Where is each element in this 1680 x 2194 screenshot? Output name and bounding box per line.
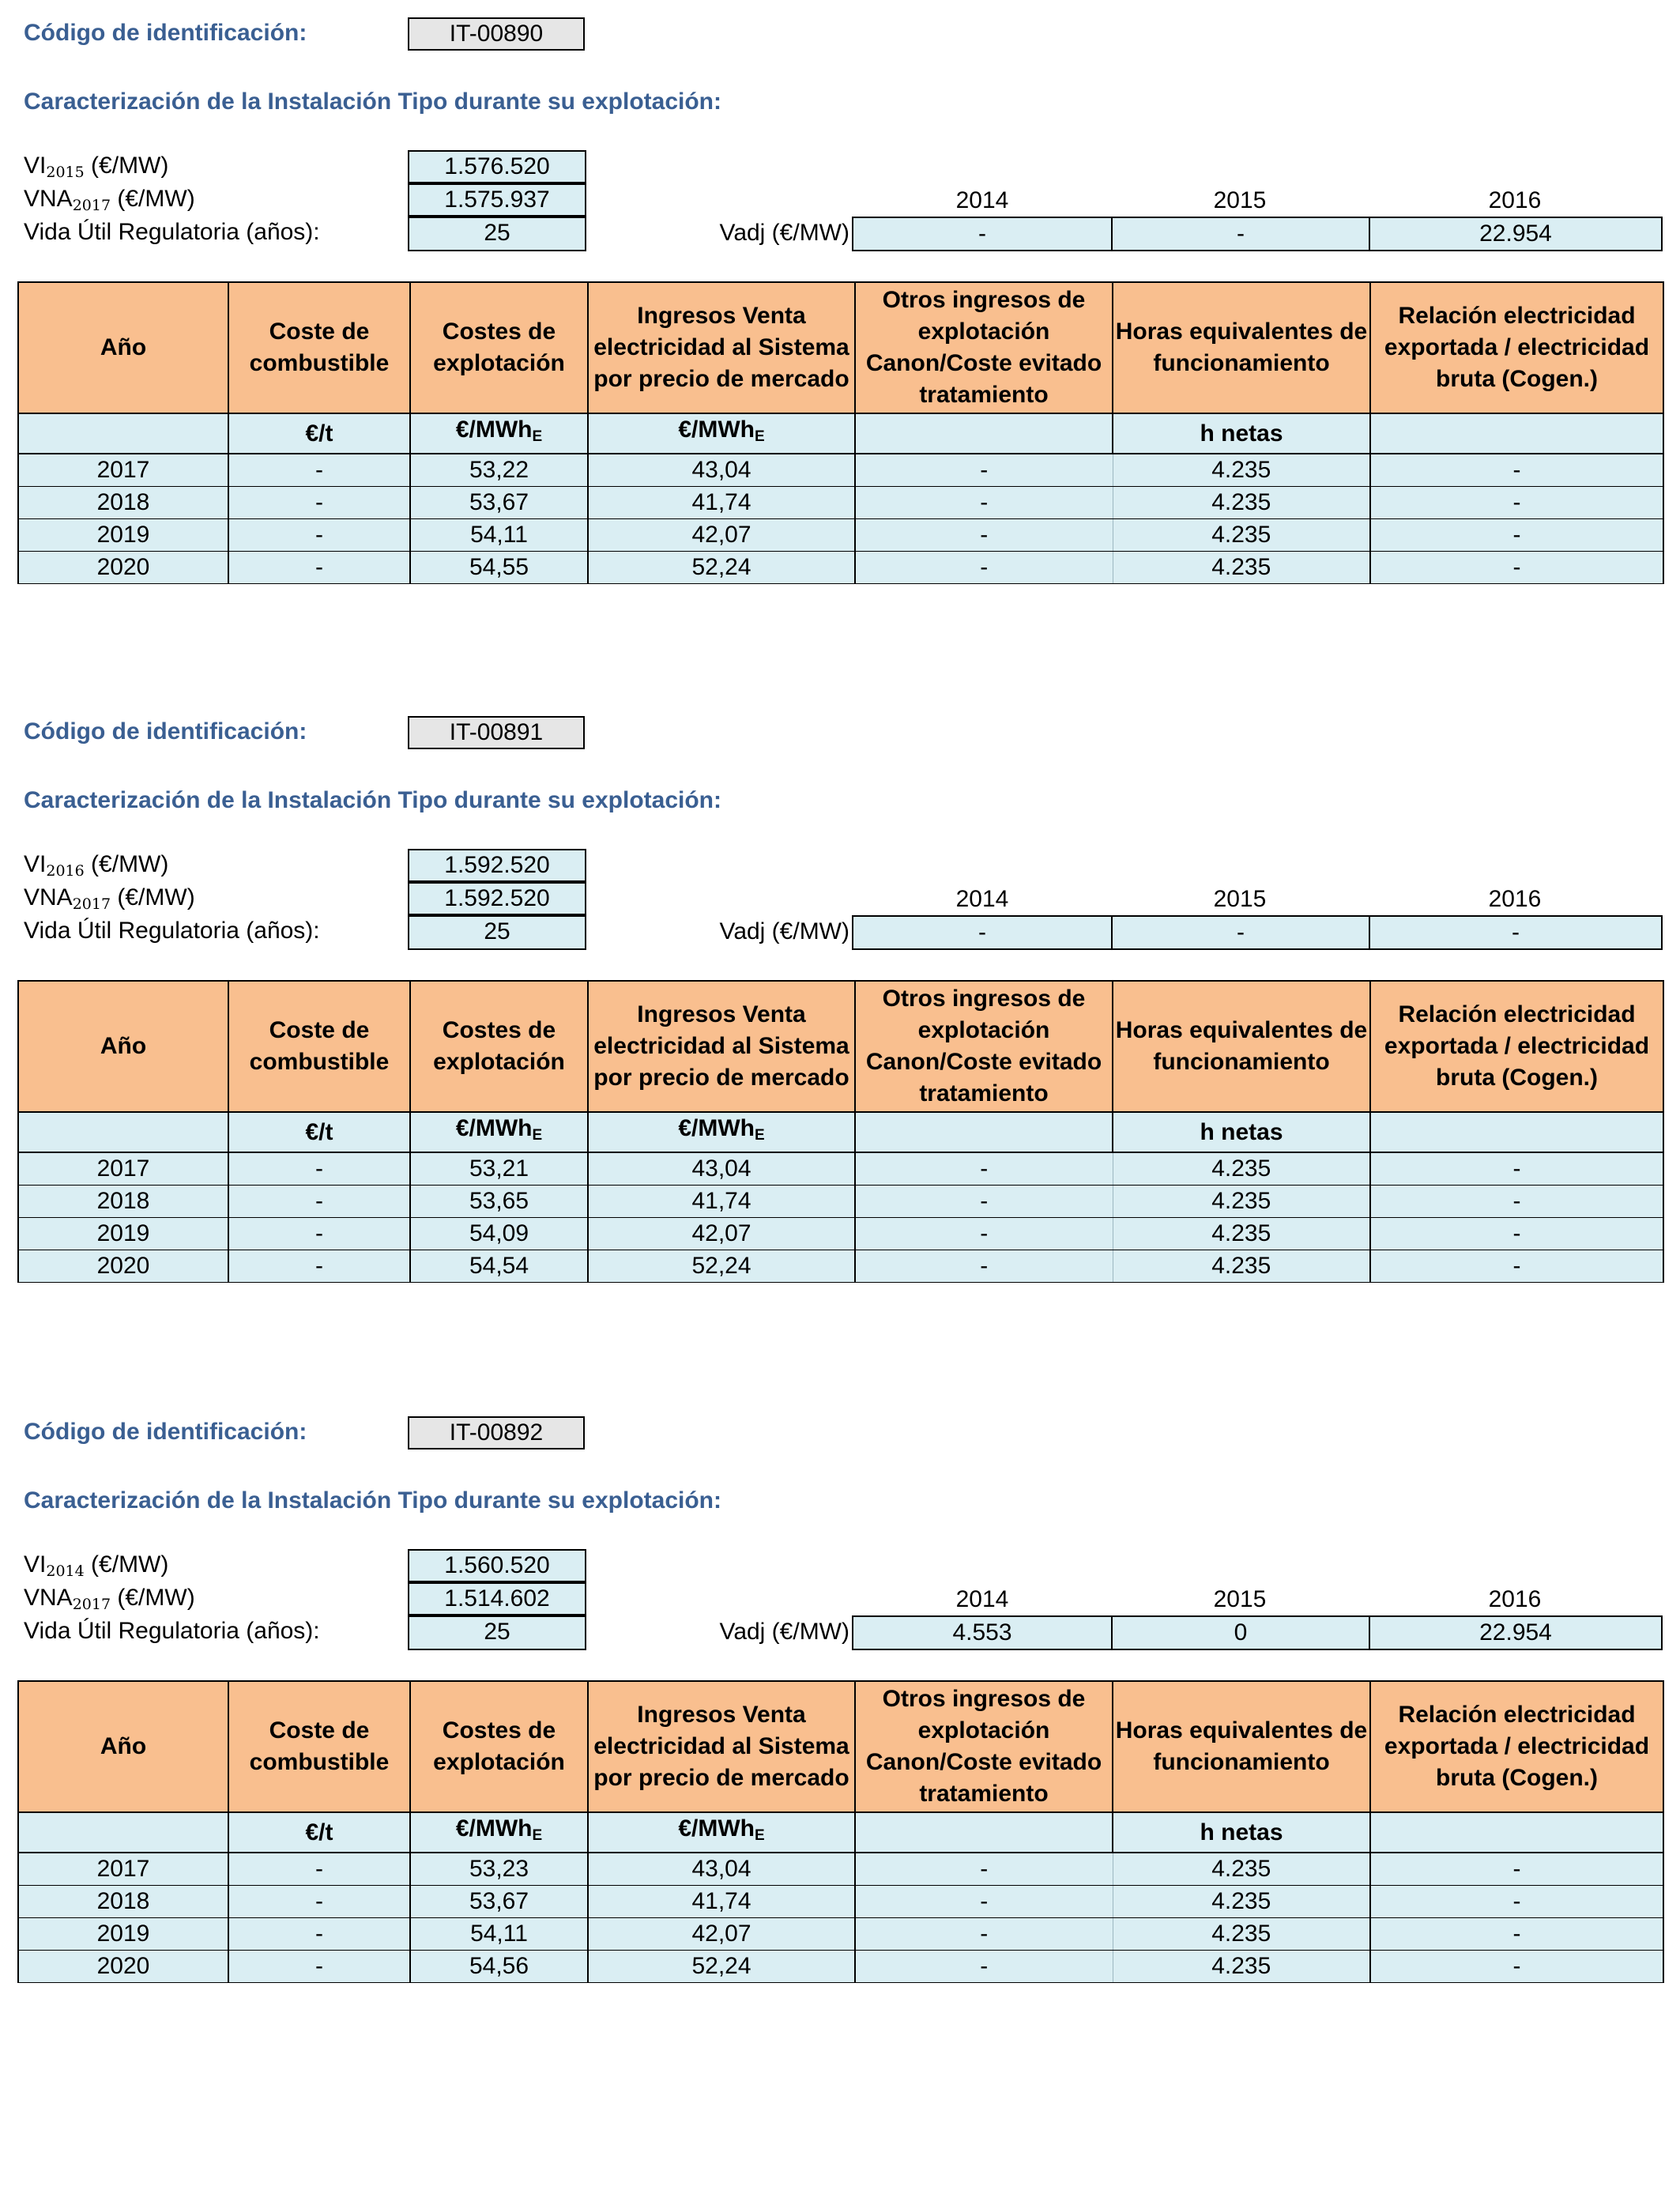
vida-util-label: Vida Útil Regulatoria (años): bbox=[24, 918, 320, 944]
unit-cell: €/t bbox=[228, 1812, 410, 1853]
unit-cell bbox=[18, 1112, 228, 1152]
vadj-value-2015: - bbox=[1111, 915, 1370, 950]
table-cell: 43,04 bbox=[588, 454, 855, 487]
table-header-row bbox=[18, 1681, 1663, 1812]
section-title: Caracterización de la Instalación Tipo durante su explotación: bbox=[24, 89, 721, 115]
table-header-row bbox=[18, 282, 1663, 413]
table-cell: - bbox=[228, 552, 410, 584]
table-cell: 53,21 bbox=[410, 1152, 588, 1186]
identification-code: IT-00891 bbox=[408, 716, 585, 749]
header-coste-combustible: Coste de combustible bbox=[228, 981, 410, 1112]
table-row bbox=[18, 519, 1663, 552]
table-cell: - bbox=[228, 519, 410, 552]
units-row bbox=[18, 1812, 1663, 1853]
unit-cell: €/MWh$_E$ bbox=[588, 413, 855, 454]
table-cell: - bbox=[1370, 454, 1663, 487]
unit-cell: €/t bbox=[228, 413, 410, 454]
code-label: Código de identificación: bbox=[24, 718, 307, 745]
table-cell: - bbox=[228, 487, 410, 519]
table-cell: 2017 bbox=[18, 1152, 228, 1186]
unit-cell bbox=[1370, 1112, 1663, 1152]
unit-cell bbox=[1370, 1812, 1663, 1853]
table-cell: - bbox=[228, 1186, 410, 1218]
table-cell: - bbox=[855, 1886, 1113, 1918]
vadj-label: Vadj (€/MW) bbox=[719, 1619, 849, 1645]
table-cell: 2018 bbox=[18, 1886, 228, 1918]
table-cell: 52,24 bbox=[588, 1951, 855, 1983]
table-row bbox=[18, 1886, 1663, 1918]
operation-data-table bbox=[17, 980, 1664, 1283]
table-cell: - bbox=[228, 454, 410, 487]
header-horas-equivalentes: Horas equivalentes de funcionamiento bbox=[1113, 981, 1370, 1112]
header-costes-explotacion: Costes de explotación bbox=[410, 282, 588, 413]
table-cell: 42,07 bbox=[588, 1918, 855, 1951]
header-ano: Año bbox=[18, 981, 228, 1112]
vna-label: $VNA_{2017}$ (€/MW) bbox=[24, 1585, 195, 1613]
unit-cell bbox=[18, 413, 228, 454]
unit-cell: €/MWh$_E$ bbox=[410, 1112, 588, 1152]
vi-value: 1.592.520 bbox=[408, 849, 586, 882]
header-relacion-electricidad: Relación electricidad exportada / electricidad bruta (Cogen.) bbox=[1370, 981, 1663, 1112]
table-cell: 2019 bbox=[18, 1218, 228, 1250]
table-cell: 4.235 bbox=[1113, 1186, 1370, 1218]
vi-value: 1.576.520 bbox=[408, 150, 586, 183]
table-cell: 42,07 bbox=[588, 1218, 855, 1250]
table-cell: - bbox=[1370, 552, 1663, 584]
table-cell: 4.235 bbox=[1113, 1250, 1370, 1283]
installation-block-it-00892 bbox=[0, 1399, 1680, 2094]
unit-cell bbox=[855, 1812, 1113, 1853]
table-cell: 2020 bbox=[18, 552, 228, 584]
table-cell: - bbox=[855, 1250, 1113, 1283]
table-row bbox=[18, 1152, 1663, 1186]
vadj-value-2014: - bbox=[852, 915, 1113, 950]
unit-cell: h netas bbox=[1113, 1812, 1370, 1853]
table-cell: 42,07 bbox=[588, 519, 855, 552]
table-cell: 53,23 bbox=[410, 1853, 588, 1886]
unit-cell bbox=[855, 1112, 1113, 1152]
table-cell: 4.235 bbox=[1113, 1218, 1370, 1250]
unit-cell: h netas bbox=[1113, 413, 1370, 454]
unit-cell: €/MWh$_E$ bbox=[588, 1812, 855, 1853]
vadj-value-2014: 4.553 bbox=[852, 1615, 1113, 1650]
unit-cell: €/t bbox=[228, 1112, 410, 1152]
unit-cell: h netas bbox=[1113, 1112, 1370, 1152]
table-cell: 2017 bbox=[18, 454, 228, 487]
table-cell: - bbox=[1370, 1250, 1663, 1283]
header-coste-combustible: Coste de combustible bbox=[228, 282, 410, 413]
table-row bbox=[18, 1250, 1663, 1283]
table-cell: 2020 bbox=[18, 1951, 228, 1983]
vadj-value-2016: 22.954 bbox=[1369, 1615, 1663, 1650]
vadj-year-2015: 2015 bbox=[1213, 187, 1267, 213]
units-row bbox=[18, 413, 1663, 454]
installation-block-it-00891 bbox=[0, 699, 1680, 1394]
header-costes-explotacion: Costes de explotación bbox=[410, 1681, 588, 1812]
table-cell: 53,22 bbox=[410, 454, 588, 487]
table-cell: - bbox=[855, 1853, 1113, 1886]
table-cell: - bbox=[228, 1886, 410, 1918]
table-cell: - bbox=[855, 552, 1113, 584]
header-ingresos-venta: Ingresos Venta electricidad al Sistema por precio de mercado bbox=[588, 282, 855, 413]
vadj-year-2016: 2016 bbox=[1488, 187, 1542, 213]
table-cell: 53,65 bbox=[410, 1186, 588, 1218]
vadj-label: Vadj (€/MW) bbox=[719, 918, 849, 944]
identification-code: IT-00892 bbox=[408, 1416, 585, 1449]
table-cell: 4.235 bbox=[1113, 1853, 1370, 1886]
operation-data-table bbox=[17, 1680, 1664, 1983]
table-cell: - bbox=[228, 1152, 410, 1186]
section-title: Caracterización de la Instalación Tipo durante su explotación: bbox=[24, 1487, 721, 1514]
table-cell: - bbox=[1370, 1853, 1663, 1886]
vida-util-value: 25 bbox=[408, 915, 586, 950]
table-cell: 2018 bbox=[18, 1186, 228, 1218]
table-cell: - bbox=[855, 1218, 1113, 1250]
table-cell: - bbox=[1370, 1152, 1663, 1186]
table-row bbox=[18, 552, 1663, 584]
vida-util-value: 25 bbox=[408, 217, 586, 251]
table-cell: 41,74 bbox=[588, 487, 855, 519]
table-cell: - bbox=[228, 1250, 410, 1283]
table-cell: 4.235 bbox=[1113, 1886, 1370, 1918]
header-horas-equivalentes: Horas equivalentes de funcionamiento bbox=[1113, 282, 1370, 413]
table-cell: 54,56 bbox=[410, 1951, 588, 1983]
table-cell: 54,11 bbox=[410, 519, 588, 552]
table-cell: - bbox=[228, 1951, 410, 1983]
header-otros-ingresos: Otros ingresos de explotación Canon/Coste evitado tratamiento bbox=[855, 981, 1113, 1112]
vna-label: $VNA_{2017}$ (€/MW) bbox=[24, 186, 195, 214]
table-cell: 4.235 bbox=[1113, 1918, 1370, 1951]
table-cell: 4.235 bbox=[1113, 1152, 1370, 1186]
table-cell: 52,24 bbox=[588, 1250, 855, 1283]
table-cell: - bbox=[855, 1918, 1113, 1951]
vna-value: 1.592.520 bbox=[408, 882, 586, 915]
unit-cell: €/MWh$_E$ bbox=[410, 1812, 588, 1853]
operation-data-table bbox=[17, 281, 1664, 584]
vadj-year-2014: 2014 bbox=[955, 1586, 1009, 1612]
table-row bbox=[18, 1218, 1663, 1250]
vadj-value-2014: - bbox=[852, 217, 1113, 251]
unit-cell bbox=[1370, 413, 1663, 454]
table-cell: 54,09 bbox=[410, 1218, 588, 1250]
installation-block-it-00890 bbox=[0, 0, 1680, 696]
table-cell: 2019 bbox=[18, 1918, 228, 1951]
header-ingresos-venta: Ingresos Venta electricidad al Sistema por precio de mercado bbox=[588, 1681, 855, 1812]
vadj-year-2014: 2014 bbox=[955, 886, 1009, 912]
table-cell: 2019 bbox=[18, 519, 228, 552]
table-cell: 2017 bbox=[18, 1853, 228, 1886]
table-cell: 2020 bbox=[18, 1250, 228, 1283]
vadj-label: Vadj (€/MW) bbox=[719, 220, 849, 246]
unit-cell bbox=[18, 1812, 228, 1853]
table-cell: - bbox=[228, 1218, 410, 1250]
table-row bbox=[18, 1853, 1663, 1886]
table-cell: 41,74 bbox=[588, 1186, 855, 1218]
table-cell: 54,54 bbox=[410, 1250, 588, 1283]
header-costes-explotacion: Costes de explotación bbox=[410, 981, 588, 1112]
table-cell: - bbox=[1370, 1918, 1663, 1951]
table-cell: - bbox=[855, 519, 1113, 552]
table-header-row bbox=[18, 981, 1663, 1112]
vadj-year-2016: 2016 bbox=[1488, 886, 1542, 912]
table-cell: 53,67 bbox=[410, 487, 588, 519]
header-relacion-electricidad: Relación electricidad exportada / electricidad bruta (Cogen.) bbox=[1370, 1681, 1663, 1812]
units-row bbox=[18, 1112, 1663, 1152]
vi-label: $VI_{2015}$ (€/MW) bbox=[24, 153, 169, 181]
vida-util-label: Vida Útil Regulatoria (años): bbox=[24, 1618, 320, 1644]
table-cell: 53,67 bbox=[410, 1886, 588, 1918]
table-cell: - bbox=[1370, 519, 1663, 552]
vna-value: 1.575.937 bbox=[408, 183, 586, 217]
table-cell: - bbox=[228, 1853, 410, 1886]
header-horas-equivalentes: Horas equivalentes de funcionamiento bbox=[1113, 1681, 1370, 1812]
table-row bbox=[18, 1951, 1663, 1983]
table-cell: 52,24 bbox=[588, 552, 855, 584]
code-label: Código de identificación: bbox=[24, 1419, 307, 1445]
table-cell: - bbox=[1370, 1951, 1663, 1983]
table-cell: - bbox=[855, 454, 1113, 487]
vadj-value-2016: 22.954 bbox=[1369, 217, 1663, 251]
table-row bbox=[18, 1918, 1663, 1951]
vadj-value-2016: - bbox=[1369, 915, 1663, 950]
table-row bbox=[18, 1186, 1663, 1218]
vadj-year-2016: 2016 bbox=[1488, 1586, 1542, 1612]
table-cell: - bbox=[1370, 1886, 1663, 1918]
unit-cell: €/MWh$_E$ bbox=[588, 1112, 855, 1152]
code-label: Código de identificación: bbox=[24, 20, 307, 46]
table-cell: 4.235 bbox=[1113, 487, 1370, 519]
table-cell: - bbox=[1370, 1218, 1663, 1250]
vna-label: $VNA_{2017}$ (€/MW) bbox=[24, 884, 195, 913]
vadj-year-2015: 2015 bbox=[1213, 1586, 1267, 1612]
table-cell: 2018 bbox=[18, 487, 228, 519]
header-coste-combustible: Coste de combustible bbox=[228, 1681, 410, 1812]
vadj-value-2015: 0 bbox=[1111, 1615, 1370, 1650]
table-cell: 4.235 bbox=[1113, 519, 1370, 552]
table-cell: 4.235 bbox=[1113, 454, 1370, 487]
vadj-year-2015: 2015 bbox=[1213, 886, 1267, 912]
table-cell: 41,74 bbox=[588, 1886, 855, 1918]
unit-cell: €/MWh$_E$ bbox=[410, 413, 588, 454]
identification-code: IT-00890 bbox=[408, 17, 585, 51]
table-cell: 4.235 bbox=[1113, 552, 1370, 584]
table-cell: - bbox=[855, 1951, 1113, 1983]
header-relacion-electricidad: Relación electricidad exportada / electricidad bruta (Cogen.) bbox=[1370, 282, 1663, 413]
unit-cell bbox=[855, 413, 1113, 454]
vi-label: $VI_{2016}$ (€/MW) bbox=[24, 851, 169, 880]
table-cell: - bbox=[855, 487, 1113, 519]
table-row bbox=[18, 454, 1663, 487]
vadj-value-2015: - bbox=[1111, 217, 1370, 251]
vadj-year-2014: 2014 bbox=[955, 187, 1009, 213]
table-cell: - bbox=[228, 1918, 410, 1951]
vida-util-value: 25 bbox=[408, 1615, 586, 1650]
vi-label: $VI_{2014}$ (€/MW) bbox=[24, 1551, 169, 1580]
table-cell: - bbox=[1370, 487, 1663, 519]
vi-value: 1.560.520 bbox=[408, 1549, 586, 1582]
table-cell: 54,11 bbox=[410, 1918, 588, 1951]
table-cell: 43,04 bbox=[588, 1853, 855, 1886]
vida-util-label: Vida Útil Regulatoria (años): bbox=[24, 219, 320, 245]
header-ano: Año bbox=[18, 282, 228, 413]
header-otros-ingresos: Otros ingresos de explotación Canon/Coste evitado tratamiento bbox=[855, 282, 1113, 413]
vna-value: 1.514.602 bbox=[408, 1582, 586, 1615]
table-cell: 43,04 bbox=[588, 1152, 855, 1186]
table-cell: 4.235 bbox=[1113, 1951, 1370, 1983]
table-row bbox=[18, 487, 1663, 519]
table-cell: - bbox=[1370, 1186, 1663, 1218]
header-ingresos-venta: Ingresos Venta electricidad al Sistema por precio de mercado bbox=[588, 981, 855, 1112]
header-ano: Año bbox=[18, 1681, 228, 1812]
table-cell: 54,55 bbox=[410, 552, 588, 584]
section-title: Caracterización de la Instalación Tipo durante su explotación: bbox=[24, 787, 721, 813]
table-cell: - bbox=[855, 1152, 1113, 1186]
table-cell: - bbox=[855, 1186, 1113, 1218]
header-otros-ingresos: Otros ingresos de explotación Canon/Coste evitado tratamiento bbox=[855, 1681, 1113, 1812]
